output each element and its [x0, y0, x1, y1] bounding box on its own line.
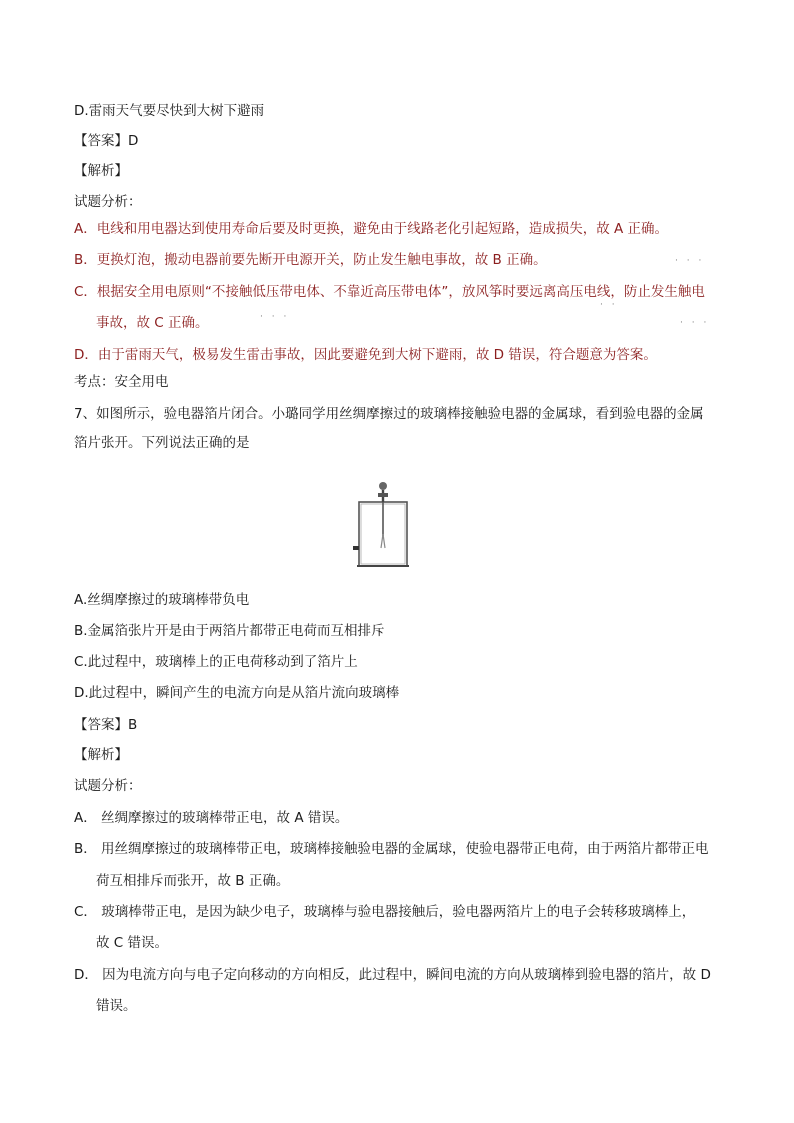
q7-explain-a: A． 丝绸摩擦过的玻璃棒带正电，故 A 错误。 — [74, 810, 349, 826]
q7-stem-1: 7、如图所示，验电器箔片闭合。小璐同学用丝绸摩擦过的玻璃棒接触验电器的金属球，看到验电器的金属 — [74, 406, 704, 422]
q6-analysis-intro: 试题分析： — [74, 194, 142, 210]
q6-answer: 【答案】D — [74, 133, 139, 149]
q6-topic: 考点：安全用电 — [74, 374, 169, 390]
scan-speck: · · · — [680, 318, 710, 328]
q6-explain-b: B．更换灯泡，搬动电器前要先断开电源开关，防止发生触电事故，故 B 正确。 — [74, 252, 547, 268]
electroscope-figure — [345, 478, 417, 570]
q7-explain-c-cont: 故 C 错误。 — [96, 935, 169, 951]
q6-explain-c: C．根据安全用电原则“不接触低压带电体、不靠近高压带电体”，放风筝时要远离高压电线，防止发生触电 — [74, 284, 705, 300]
q6-option-d: D.雷雨天气要尽快到大树下避雨 — [74, 103, 265, 119]
q7-stem-2: 箔片张开。下列说法正确的是 — [74, 435, 250, 451]
q7-option-c: C.此过程中，玻璃棒上的正电荷移动到了箔片上 — [74, 654, 358, 670]
q6-explain-d: D．由于雷雨天气，极易发生雷击事故，因此要避免到大树下避雨，故 D 错误，符合题意为答案。 — [74, 347, 657, 363]
q7-explain-c: C． 玻璃棒带正电，是因为缺少电子，玻璃棒与验电器接触后，验电器两箔片上的电子会转移玻璃棒上， — [74, 904, 696, 920]
q7-option-d: D.此过程中，瞬间产生的电流方向是从箔片流向玻璃棒 — [74, 685, 400, 701]
q7-option-b: B.金属箔张片开是由于两箔片都带正电荷而互相排斥 — [74, 623, 385, 639]
q6-explain-c-cont: 事故，故 C 正确。 — [96, 315, 209, 331]
q7-explain-d-cont: 错误。 — [96, 998, 137, 1014]
scan-speck: · · · — [260, 312, 290, 322]
q7-analysis-intro: 试题分析： — [74, 778, 142, 794]
q6-analysis-heading: 【解析】 — [74, 163, 128, 179]
q7-analysis-heading: 【解析】 — [74, 747, 128, 763]
q7-option-a: A.丝绸摩擦过的玻璃棒带负电 — [74, 592, 250, 608]
q6-explain-a: A．电线和用电器达到使用寿命后要及时更换，避免由于线路老化引起短路，造成损失，故 A 正确。 — [74, 221, 669, 237]
q7-explain-d: D． 因为电流方向与电子定向移动的方向相反，此过程中，瞬间电流的方向从玻璃棒到验电器的箔片，故 D — [74, 967, 711, 983]
q7-explain-b-cont: 荷互相排斥而张开，故 B 正确。 — [96, 873, 290, 889]
q7-answer: 【答案】B — [74, 717, 138, 733]
scan-speck: · · — [600, 300, 618, 310]
scan-speck: · · · — [675, 256, 705, 266]
q7-explain-b: B． 用丝绸摩擦过的玻璃棒带正电，玻璃棒接触验电器的金属球，使验电器带正电荷，由于两箔片都带正电 — [74, 841, 709, 857]
